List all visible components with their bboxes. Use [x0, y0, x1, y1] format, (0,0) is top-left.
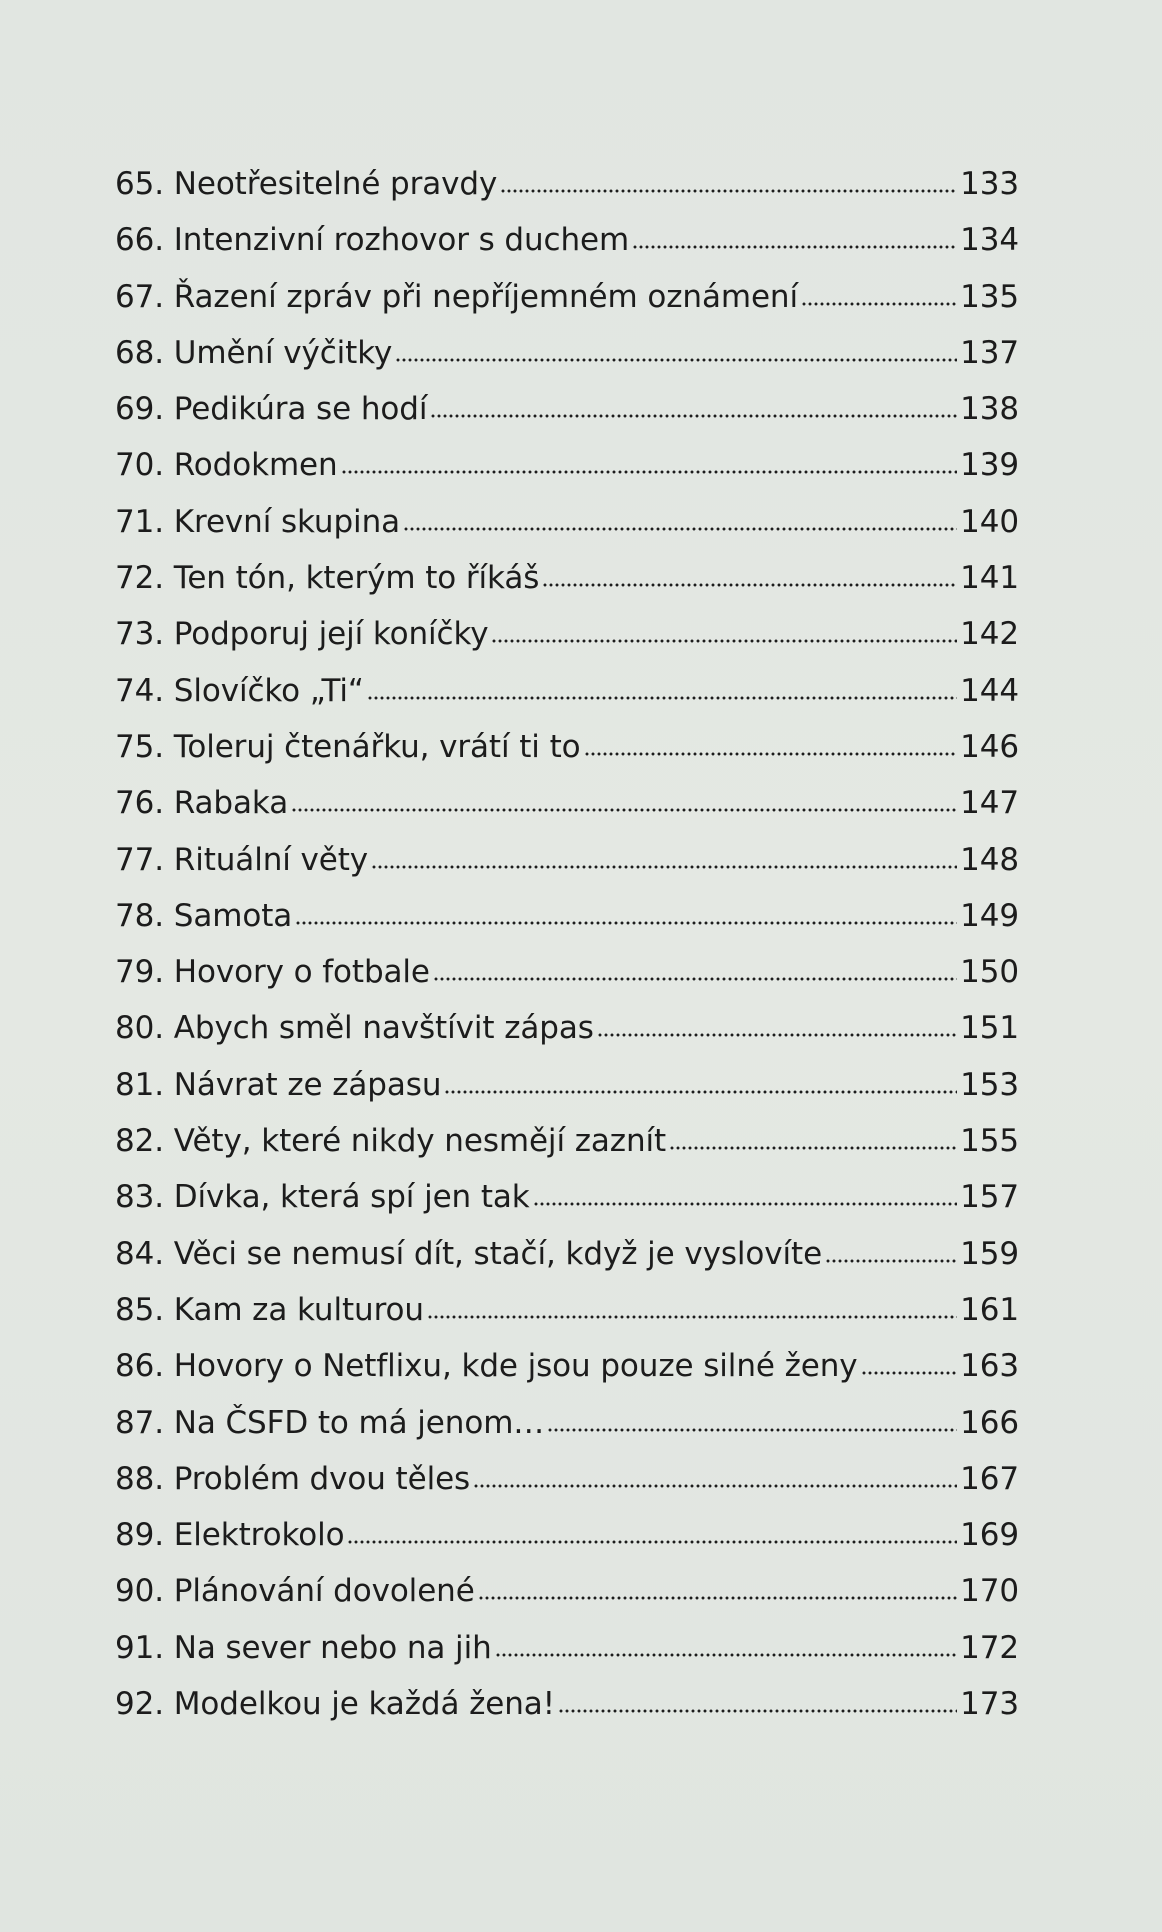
dot-leader — [669, 1146, 957, 1150]
dot-leader — [473, 1484, 957, 1488]
dot-leader — [371, 865, 957, 869]
toc-entry-page-number: 163 — [960, 1348, 1019, 1385]
toc-entry-page-number: 170 — [960, 1573, 1019, 1610]
toc-entry — [115, 1395, 1019, 1451]
toc-entry — [115, 1451, 1019, 1507]
toc-entry-title: 85. Kam za kulturou — [115, 1291, 424, 1328]
dot-leader — [444, 1090, 957, 1094]
dot-leader — [395, 358, 957, 362]
toc-entry-title: 83. Dívka, která spí jen tak — [115, 1179, 530, 1216]
toc-entry — [115, 719, 1019, 775]
dot-leader — [533, 1202, 957, 1206]
toc-entry-title: 75. Toleruj čtenářku, vrátí ti to — [115, 728, 581, 765]
toc-entry — [115, 888, 1019, 944]
toc-entry-title: 84. Věci se nemusí dít, stačí, když je vyslovíte — [115, 1235, 823, 1272]
dot-leader — [584, 752, 958, 756]
toc-entry-title: 77. Rituální věty — [115, 841, 369, 878]
toc-entry-page-number: 149 — [960, 897, 1019, 934]
dot-leader — [347, 1540, 957, 1544]
dot-leader — [341, 470, 958, 474]
toc-entry-page-number: 133 — [960, 166, 1019, 202]
dot-leader — [547, 1428, 957, 1432]
toc-entry-title: 78. Samota — [115, 897, 293, 934]
dot-leader — [478, 1596, 957, 1600]
toc-entry — [115, 1338, 1019, 1394]
toc-entry-title: 65. Neotřesitelné pravdy — [115, 166, 498, 202]
toc-entry — [115, 1676, 1019, 1732]
toc-entry-page-number: 138 — [960, 391, 1019, 428]
toc-entry — [115, 1563, 1019, 1619]
toc-entry — [115, 832, 1019, 888]
toc-entry-page-number: 139 — [960, 447, 1019, 484]
toc-entry — [115, 381, 1019, 437]
toc-entry-title: 91. Na sever nebo na jih — [115, 1629, 492, 1666]
toc-entry — [115, 1113, 1019, 1169]
table-of-contents — [115, 156, 1019, 1732]
toc-entry-page-number: 151 — [960, 1010, 1019, 1047]
toc-entry-page-number: 135 — [960, 278, 1019, 315]
toc-entry — [115, 606, 1019, 662]
toc-entry-page-number: 134 — [960, 222, 1019, 259]
toc-entry-page-number: 157 — [960, 1179, 1019, 1216]
dot-leader — [427, 1315, 957, 1319]
toc-entry — [115, 1282, 1019, 1338]
dot-leader — [433, 977, 957, 981]
dot-leader — [430, 414, 957, 418]
toc-entry-page-number: 166 — [960, 1404, 1019, 1441]
toc-entry — [115, 663, 1019, 719]
toc-entry-page-number: 140 — [960, 503, 1019, 540]
toc-entry-page-number: 150 — [960, 954, 1019, 991]
toc-entry — [115, 1057, 1019, 1113]
toc-entry — [115, 1620, 1019, 1676]
toc-entry-title: 74. Slovíčko „Ti“ — [115, 672, 364, 709]
toc-entry-title: 92. Modelkou je každá žena! — [115, 1686, 556, 1723]
toc-entry-title: 86. Hovory o Netflixu, kde jsou pouze silné ženy — [115, 1348, 858, 1385]
dot-leader — [500, 189, 957, 193]
toc-entry-page-number: 142 — [960, 616, 1019, 653]
toc-entry-page-number: 147 — [960, 785, 1019, 822]
toc-entry-title: 70. Rodokmen — [115, 447, 338, 484]
toc-entry — [115, 550, 1019, 606]
toc-entry-title: 81. Návrat ze zápasu — [115, 1066, 442, 1103]
toc-entry-title: 73. Podporuj její koníčky — [115, 616, 489, 653]
toc-entry-title: 72. Ten tón, kterým to říkáš — [115, 560, 540, 597]
dot-leader — [861, 1371, 958, 1375]
toc-entry-page-number: 146 — [960, 728, 1019, 765]
toc-entry-title: 67. Řazení zpráv při nepříjemném oznámení — [115, 278, 798, 315]
toc-entry — [115, 269, 1019, 325]
toc-entry-title: 76. Rabaka — [115, 785, 289, 822]
toc-entry — [115, 1169, 1019, 1225]
toc-entry-title: 87. Na ČSFD to má jenom… — [115, 1404, 545, 1441]
toc-entry-page-number: 173 — [960, 1686, 1019, 1723]
dot-leader — [542, 583, 957, 587]
toc-entry — [115, 437, 1019, 493]
toc-entry — [115, 1226, 1019, 1282]
dot-leader — [403, 527, 957, 531]
dot-leader — [495, 1653, 958, 1657]
toc-entry-title: 71. Krevní skupina — [115, 503, 401, 540]
toc-entry-title: 89. Elektrokolo — [115, 1517, 345, 1554]
toc-entry-title: 90. Plánování dovolené — [115, 1573, 475, 1610]
toc-entry-page-number: 155 — [960, 1123, 1019, 1160]
toc-entry — [115, 1000, 1019, 1056]
dot-leader — [597, 1033, 957, 1037]
toc-entry-page-number: 172 — [960, 1629, 1019, 1666]
toc-entry-title: 88. Problém dvou těles — [115, 1460, 471, 1497]
dot-leader — [491, 639, 957, 643]
dot-leader — [632, 245, 957, 249]
toc-entry — [115, 212, 1019, 268]
toc-entry-page-number: 169 — [960, 1517, 1019, 1554]
toc-entry — [115, 944, 1019, 1000]
dot-leader — [825, 1259, 957, 1263]
toc-entry-page-number: 153 — [960, 1066, 1019, 1103]
toc-entry-page-number: 167 — [960, 1460, 1019, 1497]
toc-entry-title: 66. Intenzivní rozhovor s duchem — [115, 222, 630, 259]
toc-entry-page-number: 144 — [960, 672, 1019, 709]
toc-entry-title: 82. Věty, které nikdy nesmějí zaznít — [115, 1123, 667, 1160]
toc-entry — [115, 494, 1019, 550]
toc-entry-title: 79. Hovory o fotbale — [115, 954, 430, 991]
toc-entry-page-number: 159 — [960, 1235, 1019, 1272]
toc-entry — [115, 1507, 1019, 1563]
toc-entry — [115, 325, 1019, 381]
toc-entry-title: 69. Pedikúra se hodí — [115, 391, 428, 428]
toc-entry-page-number: 161 — [960, 1291, 1019, 1328]
dot-leader — [367, 696, 957, 700]
toc-entry-title: 68. Umění výčitky — [115, 334, 393, 371]
toc-entry-page-number: 141 — [960, 560, 1019, 597]
dot-leader — [295, 921, 957, 925]
toc-entry-title: 80. Abych směl navštívit zápas — [115, 1010, 594, 1047]
toc-entry — [115, 775, 1019, 831]
toc-entry-page-number: 148 — [960, 841, 1019, 878]
dot-leader — [291, 808, 957, 812]
toc-entry-page-number: 137 — [960, 334, 1019, 371]
dot-leader — [801, 302, 957, 306]
toc-entry — [115, 156, 1019, 212]
dot-leader — [558, 1709, 957, 1713]
